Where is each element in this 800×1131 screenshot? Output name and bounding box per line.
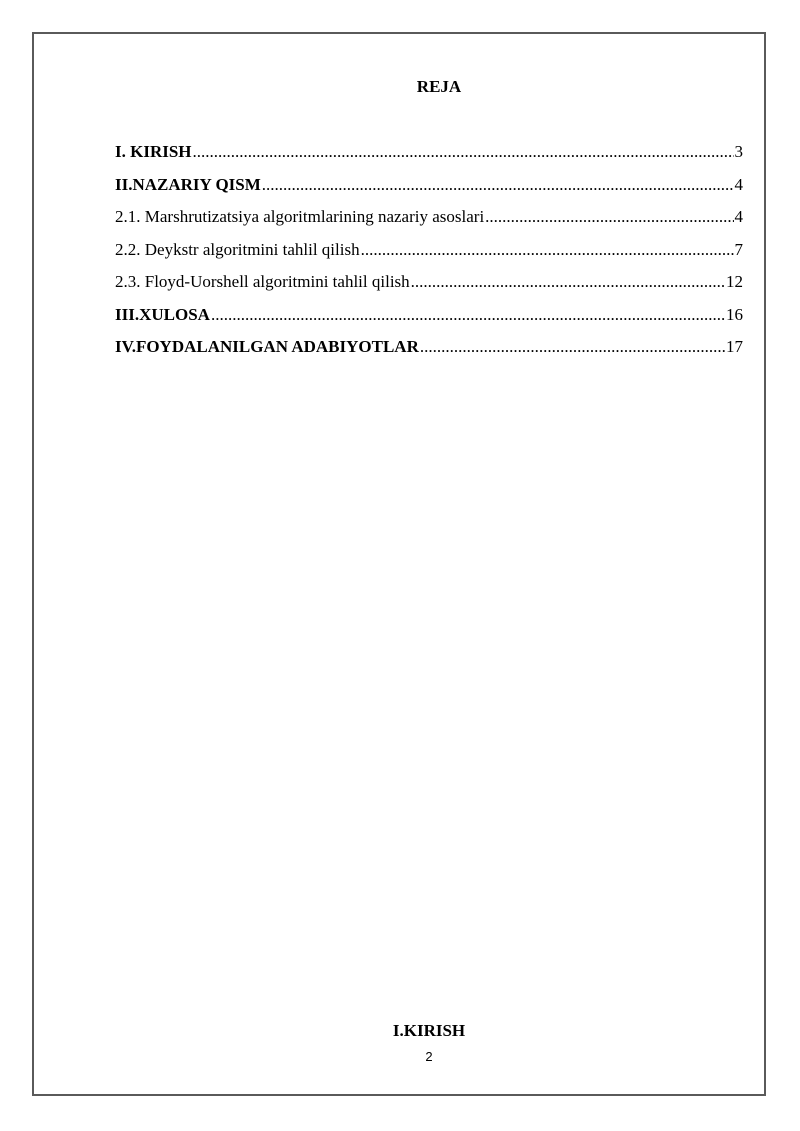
toc-entry-page-number: 12 <box>726 272 743 291</box>
toc-entry-label: I. KIRISH <box>115 142 192 161</box>
toc-entry-page-number: 7 <box>734 239 743 259</box>
toc-dot-leader <box>361 237 734 262</box>
toc-dot-leader <box>411 269 725 294</box>
toc-entry-page-number: 3 <box>734 142 743 161</box>
toc-dot-leader <box>262 172 734 197</box>
toc-entry[interactable] <box>115 237 743 270</box>
toc-entry-page-number: 4 <box>734 174 743 194</box>
toc-entry-page-number: 4 <box>734 207 743 226</box>
toc-dot-leader <box>193 139 734 164</box>
toc-entry-label: 2.3. Floyd-Uorshell algoritmini tahlil qilish <box>115 272 410 291</box>
toc-entry-page-number: 17 <box>726 337 743 356</box>
toc-entry-label: 2.2. Deykstr algoritmini tahlil qilish <box>115 239 360 259</box>
toc-entry[interactable] <box>115 334 743 367</box>
toc-dot-leader <box>485 204 733 229</box>
toc-entry[interactable] <box>115 204 743 237</box>
toc-dot-leader <box>211 302 725 327</box>
toc-entry[interactable] <box>115 269 743 302</box>
toc-entry-label: 2.1. Marshrutizatsiya algoritmlarining nazariy asoslari <box>115 207 485 226</box>
toc-entry-label: IV.FOYDALANILGAN ADABIYOTLAR <box>115 337 419 356</box>
toc-title: REJA <box>416 77 462 96</box>
toc-entry-page-number: 16 <box>726 304 743 324</box>
page-number: 2 <box>425 1049 433 1064</box>
toc-entry[interactable] <box>115 172 743 205</box>
toc-entry[interactable] <box>115 139 743 172</box>
toc-entry[interactable] <box>115 302 743 335</box>
toc-entry-label: II.NAZARIY QISM <box>115 174 261 194</box>
section-heading: I.KIRISH <box>392 1021 466 1040</box>
toc-dot-leader <box>420 334 725 359</box>
toc-entry-label: III.XULOSA <box>115 304 210 324</box>
table-of-contents <box>115 139 743 367</box>
